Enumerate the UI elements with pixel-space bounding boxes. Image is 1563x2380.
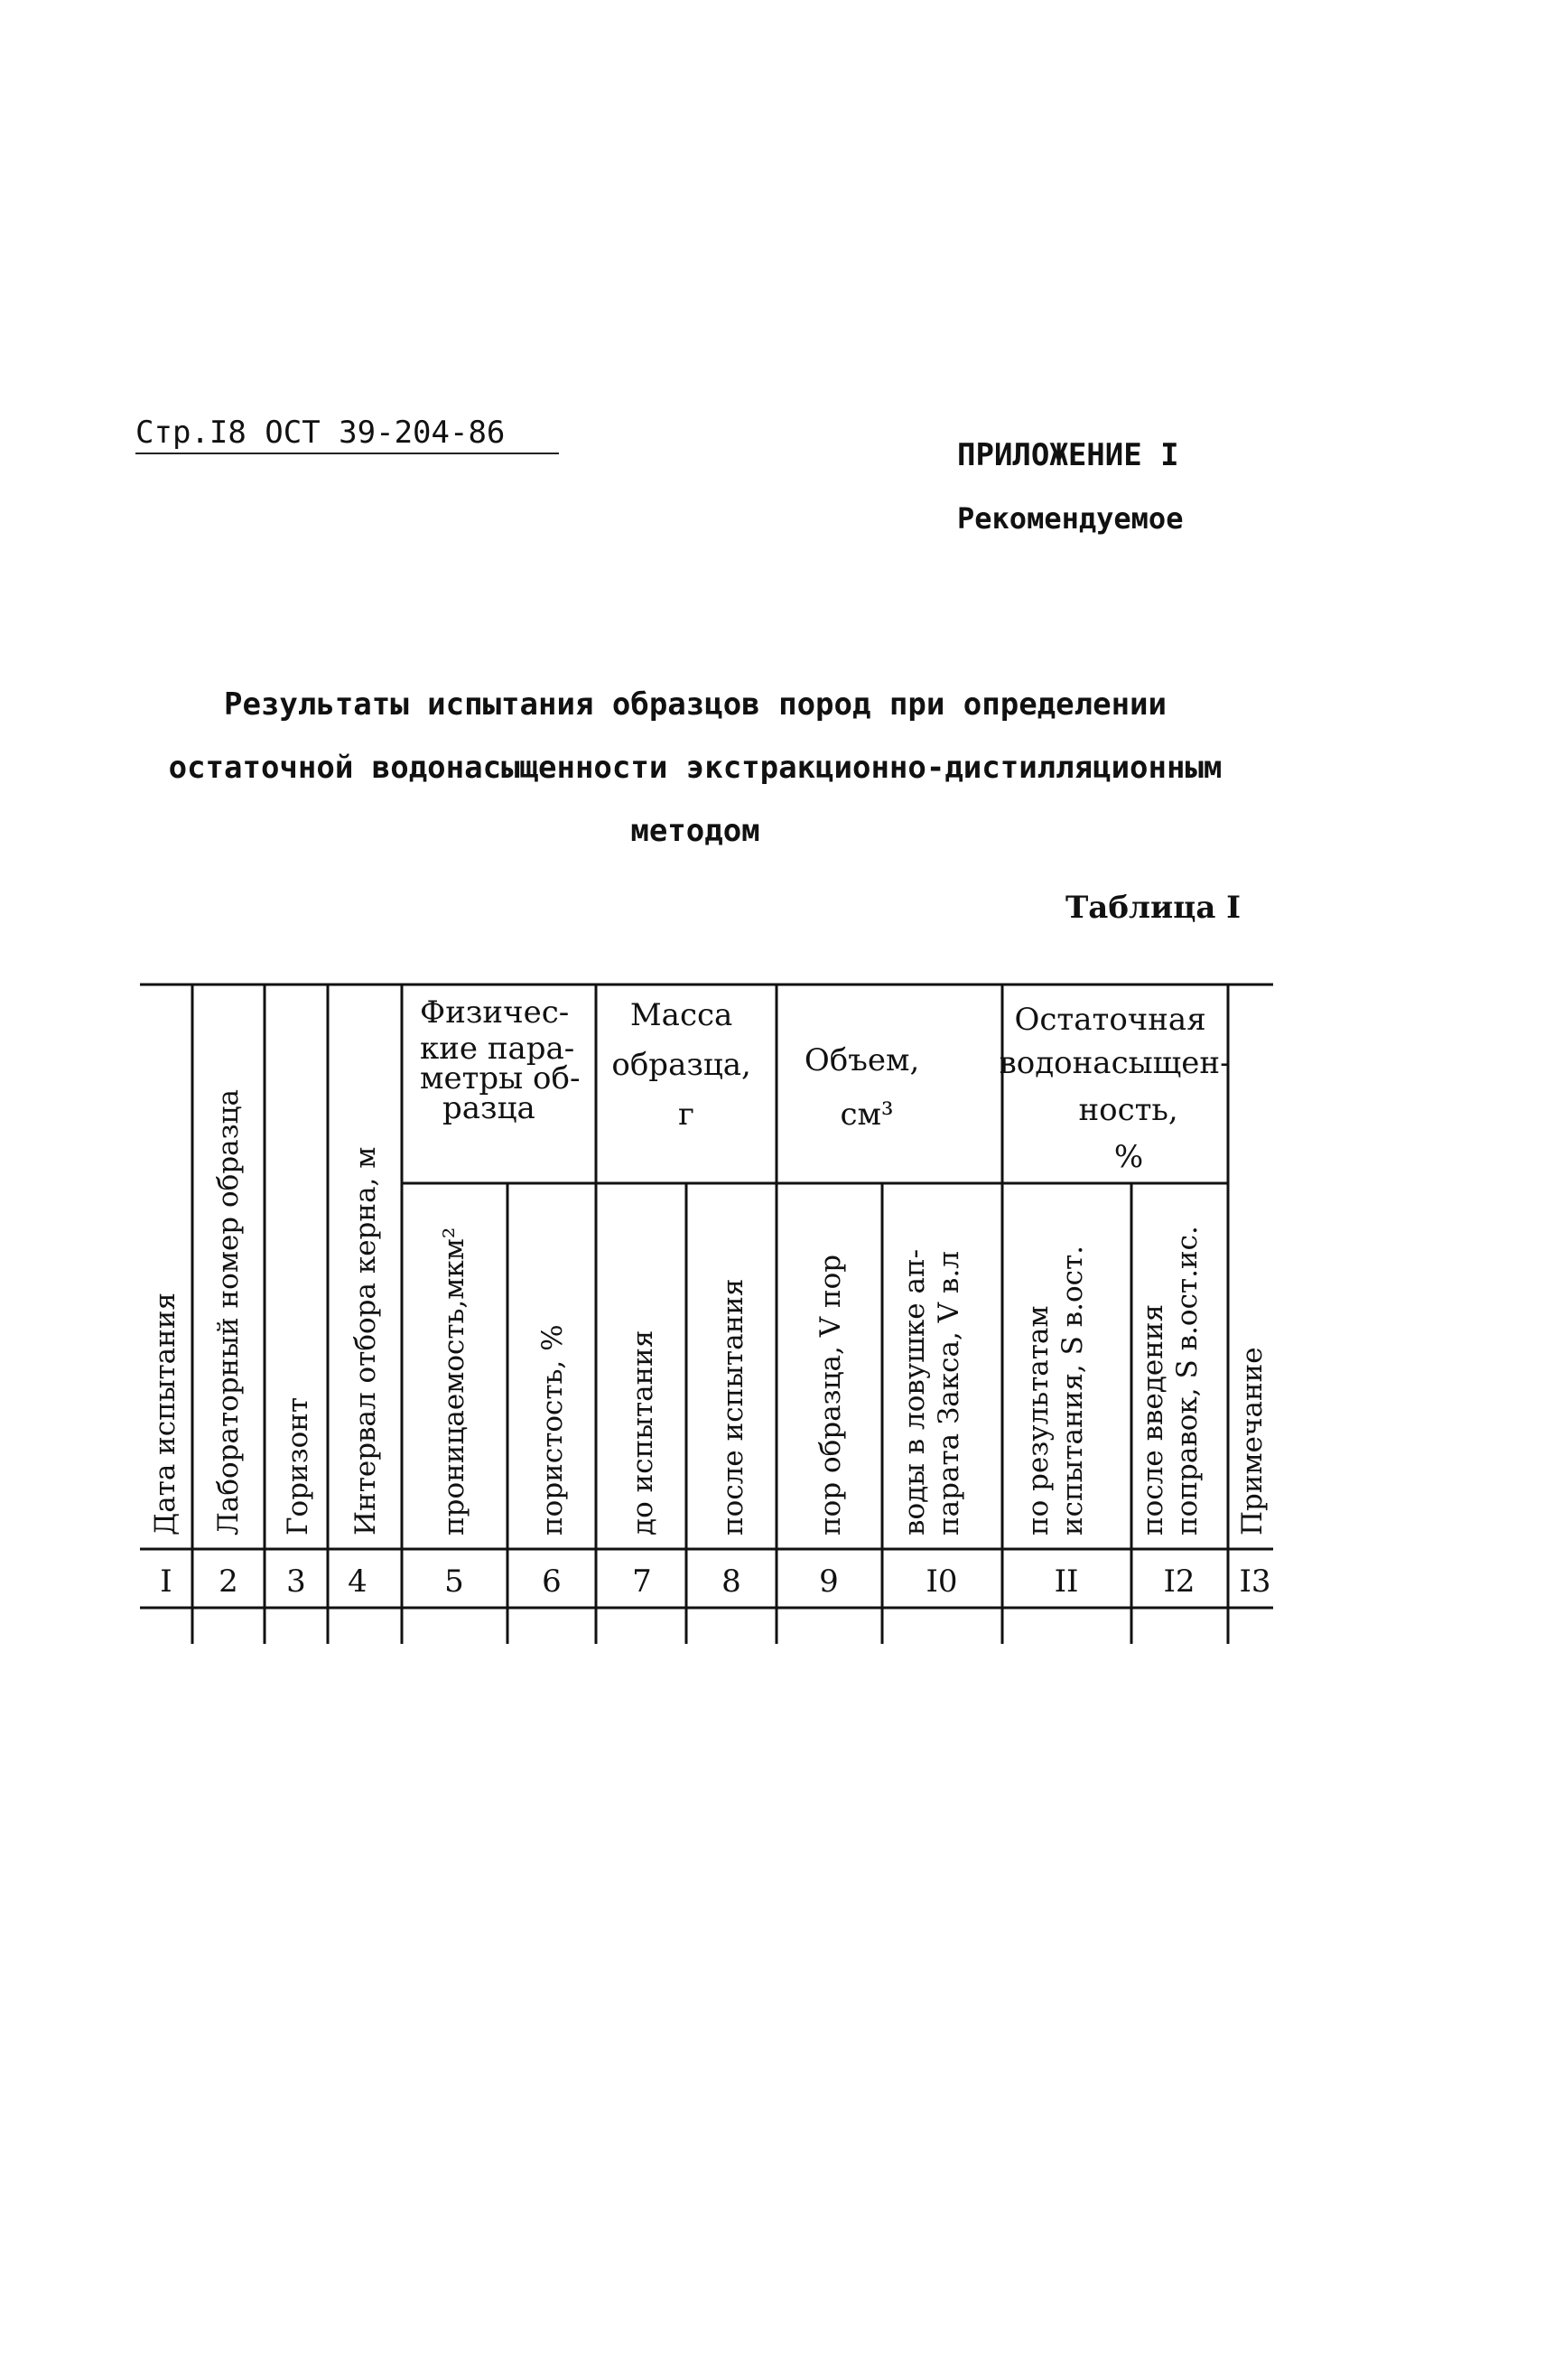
title-line-3: методом xyxy=(630,813,760,849)
col-header-pore-volume: пор образца, V пор xyxy=(814,1254,847,1535)
col-header-corrected: после введения поправок, S в.ост.ис. xyxy=(1137,1226,1204,1535)
col-header-mass-before: до испытания xyxy=(627,1330,659,1535)
group-residual-saturation: Остаточная водонасыщен- ность, % xyxy=(999,1002,1231,1175)
col-header-porosity: пористость, % xyxy=(536,1324,569,1535)
col-header-mass-after: после испытания xyxy=(717,1278,749,1535)
title-line-1: Результаты испытания образцов пород при определении xyxy=(224,686,1167,723)
col-number: II xyxy=(1054,1563,1079,1600)
group-volume: Объем, см³ xyxy=(804,1042,920,1133)
col-number: I2 xyxy=(1163,1563,1196,1600)
title-line-2: остаточной водонасыщенности экстракционно-дистилляционным xyxy=(168,750,1223,786)
col-number: 4 xyxy=(348,1563,367,1600)
col-number: 8 xyxy=(721,1563,741,1600)
recommended-label: Рекомендуемое xyxy=(957,501,1184,536)
col-number: I3 xyxy=(1239,1563,1271,1600)
col-number: 9 xyxy=(819,1563,839,1600)
col-header-permeability: проницаемость,мкм² xyxy=(438,1227,470,1535)
group-physical: Физичес- кие пара- метры об- разца xyxy=(420,994,581,1126)
col-number: 3 xyxy=(286,1563,306,1600)
col-number: 6 xyxy=(542,1563,562,1600)
col-header-lab-number: Лабораторный номер образца xyxy=(212,1089,245,1535)
group-mass: Масса образца, г xyxy=(611,997,751,1133)
appendix-label: ПРИЛОЖЕНИЕ I xyxy=(957,437,1179,473)
page-reference: Стр.I8 ОСТ 39-204-86 xyxy=(135,414,559,454)
col-number: 5 xyxy=(444,1563,464,1600)
col-number: 2 xyxy=(219,1563,238,1600)
table-label: Таблица I xyxy=(1065,890,1242,926)
col-number: 7 xyxy=(632,1563,652,1600)
col-header-test-date: Дата испытания xyxy=(149,1292,181,1535)
col-header-core-interval: Интервал отбора керна, м xyxy=(349,1146,382,1535)
col-header-trap-water: воды в ловушке ап- парата Закса, V в.л xyxy=(898,1248,965,1535)
col-number: I xyxy=(160,1563,172,1600)
col-header-test-results: по результатам испытания, S в.ост. xyxy=(1022,1245,1089,1535)
col-header-horizon: Горизонт xyxy=(282,1396,314,1535)
col-header-note: Примечание xyxy=(1236,1347,1269,1535)
col-number: I0 xyxy=(926,1563,958,1600)
